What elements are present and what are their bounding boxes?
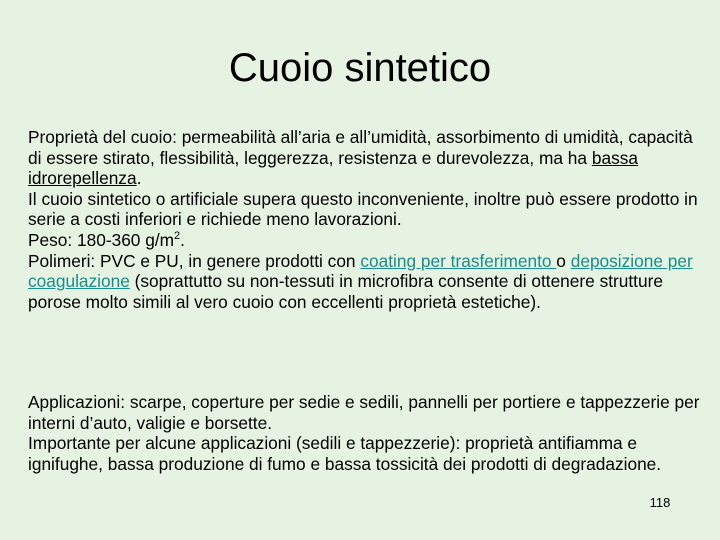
polymers-text: Polimeri: PVC e PU, in genere prodotti con <box>28 250 361 271</box>
weight-tail: . <box>180 229 185 250</box>
paragraph-synthetic-leather: Il cuoio sintetico o artificiale supera questo inconveniente, inoltre può essere prodotto in serie a costi inferiori e richiede meno lavorazioni. <box>28 188 698 230</box>
properties-tail: . <box>136 168 142 189</box>
applications-text-block <box>28 392 700 474</box>
properties-text: Proprietà del cuoio: permeabilità all’aria e all’umidità, assorbimento di umidità, capacità di essere stirato, flessibilità, leggerezza, resistenza e durevolezza, ma ha <box>28 127 693 168</box>
coating-transfer-link[interactable]: coating per trasferimento <box>360 250 557 271</box>
main-text-block <box>28 127 700 312</box>
paragraph-properties <box>28 127 700 189</box>
slide-title: Cuoio sintetico <box>228 46 492 90</box>
paragraph-important: Importante per alcune applicazioni (sedili e tappezzerie): proprietà antifiamma e ignifughe, bassa produzione di fumo e bassa tossicità dei prodotti di degradazione. <box>28 433 662 474</box>
weight-text: Peso: 180-360 g/m <box>28 229 175 250</box>
polymers-mid: o <box>556 250 571 271</box>
weight-exponent: 2 <box>174 230 181 243</box>
paragraph-polymers <box>28 251 700 313</box>
paragraph-weight <box>28 230 700 251</box>
paragraph-applications: Applicazioni: scarpe, coperture per sedie e sedili, pannelli per portiere e tappezzerie per interni d’auto, valigie e borsette. <box>28 392 700 433</box>
slide-number: 118 <box>649 495 671 510</box>
coagulation-deposition-link[interactable]: deposizione per coagulazione <box>28 250 693 292</box>
polymers-tail: (soprattutto su non-tessuti in microfibra consente di ottenere strutture porose molto simili al vero cuoio con eccellenti proprietà estetiche). <box>28 271 663 312</box>
low-water-repellency-emphasis: bassa idrorepellenza <box>28 147 638 189</box>
